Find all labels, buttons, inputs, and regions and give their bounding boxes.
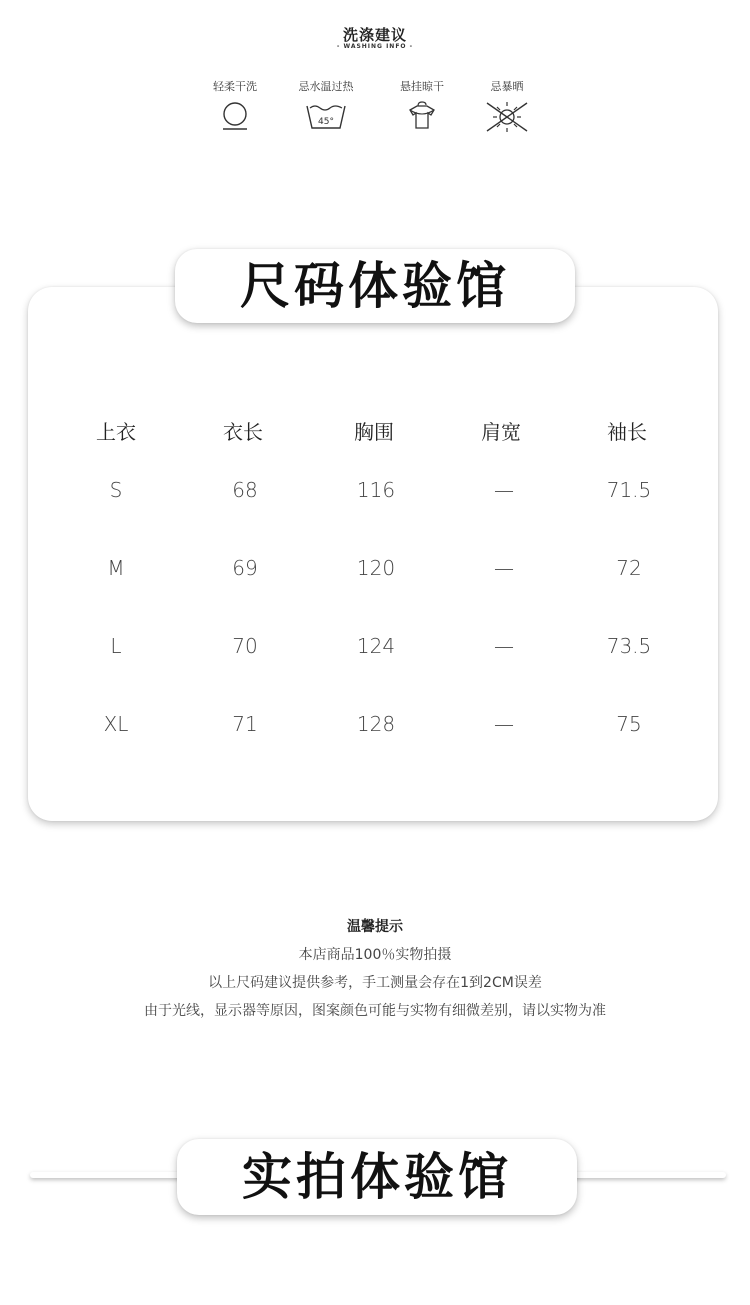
size-cell: —	[494, 556, 514, 580]
size-cell: S	[109, 478, 123, 502]
size-cell: —	[494, 712, 514, 736]
size-cell: 73.5	[606, 634, 652, 658]
size-cell: 75	[616, 712, 642, 736]
washing-title: 洗涤建议	[342, 26, 407, 44]
size-cell: 124	[356, 634, 396, 658]
tips-title: 温馨提示	[347, 919, 403, 935]
wash-item-dry-clean	[195, 78, 275, 134]
size-cell: 128	[356, 712, 396, 736]
size-header: 胸围	[354, 420, 394, 444]
hang-dry-icon	[382, 100, 462, 134]
wash-label: 轻柔干洗	[213, 80, 257, 93]
wash-item-water-temp	[286, 78, 366, 134]
size-cell: 68	[232, 478, 258, 502]
size-cell: 69	[232, 556, 258, 580]
size-section-title: 尺码体验馆	[175, 249, 575, 323]
wash-label: 忌水温过热	[298, 80, 354, 93]
size-card	[28, 287, 718, 821]
size-cell: 71.5	[606, 478, 652, 502]
size-cell: 71	[232, 712, 258, 736]
size-cell: —	[494, 634, 514, 658]
wash-item-hang-dry	[382, 78, 462, 134]
size-cell: 120	[356, 556, 396, 580]
wash-label: 悬挂晾干	[400, 80, 444, 93]
wash-label: 忌暴晒	[490, 80, 524, 93]
tip-line: 由于光线，显示器等原因，图案颜色可能与实物有细微差别，请以实物为准	[144, 1003, 606, 1019]
size-cell: XL	[103, 712, 129, 736]
wash-item-no-sun	[467, 78, 547, 134]
tip-line: 本店商品100％实物拍摄	[298, 947, 452, 963]
size-cell: 72	[616, 556, 642, 580]
dry-clean-icon	[195, 100, 275, 134]
size-cell: L	[110, 634, 122, 658]
size-cell: 70	[232, 634, 258, 658]
size-cell: 116	[356, 478, 396, 502]
no-sun-icon	[467, 100, 547, 134]
wash-45-icon	[286, 100, 366, 134]
size-header: 衣长	[223, 420, 263, 444]
size-header: 肩宽	[481, 420, 521, 444]
tip-line: 以上尺码建议提供参考，手工测量会存在1到2CM误差	[208, 975, 542, 991]
washing-subtitle: - WASHING INFO -	[336, 43, 414, 50]
size-cell: —	[494, 478, 514, 502]
size-header: 袖长	[607, 420, 647, 444]
wash-temp-text: 45°	[318, 117, 334, 127]
photo-section-title: 实拍体验馆	[177, 1139, 577, 1215]
size-header: 上衣	[96, 420, 136, 444]
size-cell: M	[107, 556, 125, 580]
